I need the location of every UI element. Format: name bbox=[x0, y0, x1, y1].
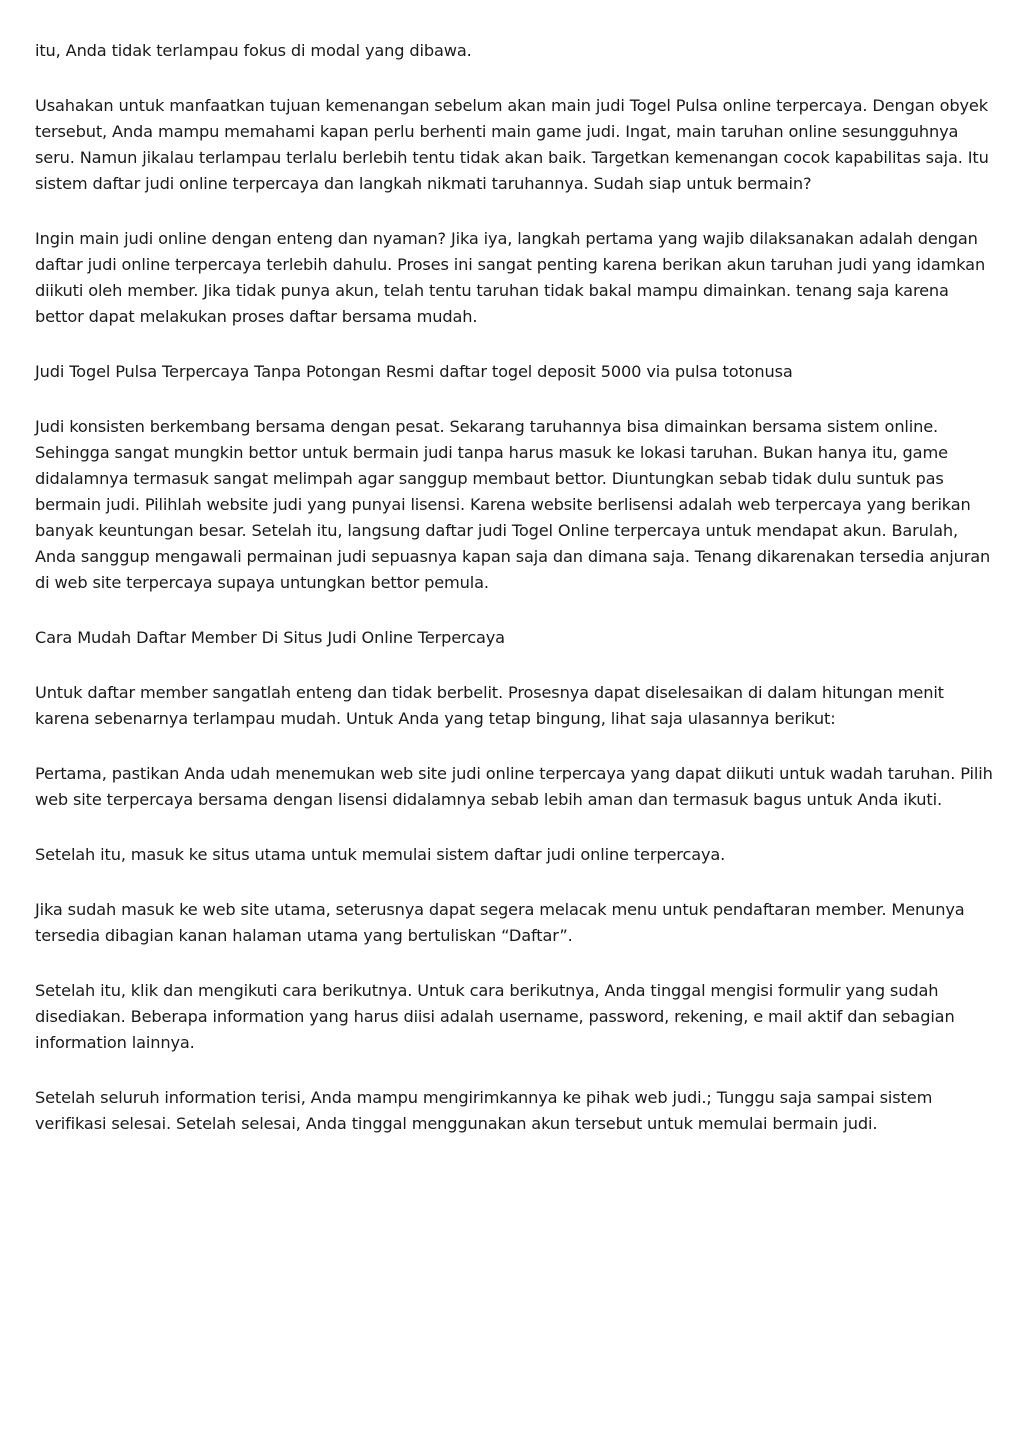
paragraph-growth: Judi konsisten berkembang bersama dengan pesat. Sekarang taruhannya bisa dimainkan bersama sistem online. Sehingga sangat mungkin bettor untuk bermain judi tanpa harus masuk ke lokasi taruhan. Bukan hanya itu, game didalamnya termasuk sangat melimpah agar sanggup membaut bettor. Diuntungkan sebab tidak dulu suntuk pas bermain judi. Pilihlah website judi yang punyai lisensi. Karena website berlisensi adalah web terpercaya yang berikan banyak keuntungan besar. Setelah itu, langsung daftar judi Togel Online terpercaya untuk mendapat akun. Barulah, Anda sanggup mengawali permainan judi sepuasnya kapan saja dan dimana saja. Tenang dikarenakan tersedia anjuran di web site terpercaya supaya untungkan bettor pemula. bbox=[35, 417, 991, 592]
paragraph-register-intro: Ingin main judi online dengan enteng dan nyaman? Jika iya, langkah pertama yang wajib dilaksanakan adalah dengan daftar judi online terpercaya terlebih dahulu. Proses ini sangat penting karena berikan akun taruhan judi yang idamkan diikuti oleh member. Jika tidak punya akun, telah tentu taruhan tidak bakal mampu dimainkan. tenang saja karena bettor dapat melakukan proses daftar bersama mudah. bbox=[35, 229, 986, 326]
document-body bbox=[35, 38, 995, 1166]
heading-register-steps: Cara Mudah Daftar Member Di Situs Judi Online Terpercaya bbox=[35, 628, 505, 647]
paragraph-steps-intro: Untuk daftar member sangatlah enteng dan tidak berbelit. Prosesnya dapat diselesaikan di dalam hitungan menit karena sebenarnya terlampau mudah. Untuk Anda yang tetap bingung, lihat saja ulasannya berikut: bbox=[35, 683, 944, 728]
heading-togel-pulsa: Judi Togel Pulsa Terpercaya Tanpa Potongan Resmi daftar togel deposit 5000 via pulsa totonusa bbox=[35, 362, 793, 381]
paragraph-step-menu: Jika sudah masuk ke web site utama, seterusnya dapat segera melacak menu untuk pendaftaran member. Menunya tersedia dibagian kanan halaman utama yang bertuliskan “Daftar”. bbox=[35, 900, 965, 945]
paragraph-step-verify: Setelah seluruh information terisi, Anda mampu mengirimkannya ke pihak web judi.; Tunggu saja sampai sistem verifikasi selesai. Setelah selesai, Anda tinggal menggunakan akun tersebut untuk memulai bermain judi. bbox=[35, 1088, 933, 1133]
paragraph-step-form: Setelah itu, klik dan mengikuti cara berikutnya. Untuk cara berikutnya, Anda tinggal mengisi formulir yang sudah disediakan. Beberapa information yang harus diisi adalah username, password, rekening, e mail aktif dan sebagian information lainnya. bbox=[35, 981, 955, 1052]
paragraph-step-main-site: Setelah itu, masuk ke situs utama untuk memulai sistem daftar judi online terpercaya. bbox=[35, 845, 726, 864]
paragraph-step-first: Pertama, pastikan Anda udah menemukan web site judi online terpercaya yang dapat diikuti untuk wadah taruhan. Pilih web site terpercaya bersama dengan lisensi didalamnya sebab lebih aman dan termasuk bagus untuk Anda ikuti. bbox=[35, 764, 993, 809]
paragraph-target-wins: Usahakan untuk manfaatkan tujuan kemenangan sebelum akan main judi Togel Pulsa online terpercaya. Dengan obyek tersebut, Anda mampu memahami kapan perlu berhenti main game judi. Ingat, main taruhan online sesungguhnya seru. Namun jikalau terlampau terlalu berlebih tentu tidak akan baik. Targetkan kemenangan cocok kapabilitas saja. Itu sistem daftar judi online terpercaya dan langkah nikmati taruhannya. Sudah siap untuk bermain? bbox=[35, 96, 989, 193]
paragraph-continuation: itu, Anda tidak terlampau fokus di modal yang dibawa. bbox=[35, 41, 472, 60]
